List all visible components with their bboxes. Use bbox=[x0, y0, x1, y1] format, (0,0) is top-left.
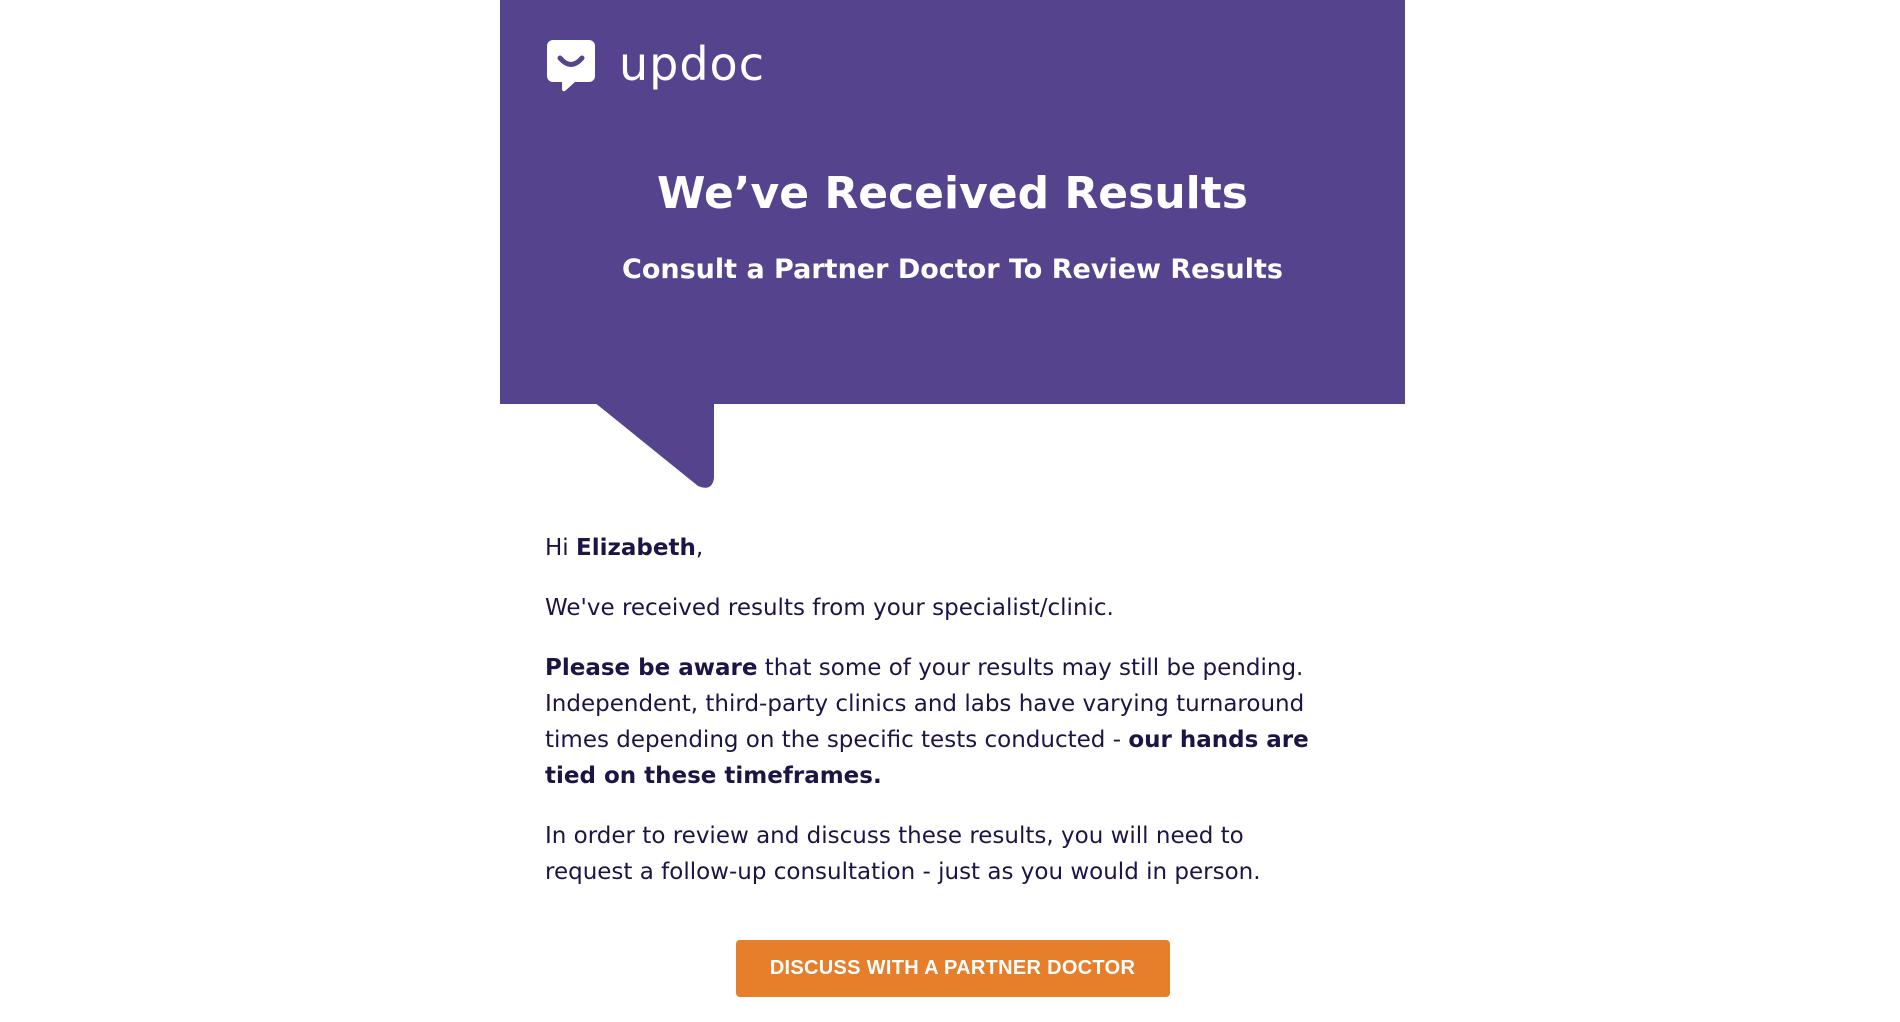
recipient-name: Elizabeth bbox=[576, 535, 696, 561]
brand-name: updoc bbox=[619, 37, 765, 91]
greeting-prefix: Hi bbox=[545, 535, 576, 561]
greeting bbox=[545, 530, 1335, 566]
cta-container bbox=[500, 940, 1405, 997]
pending-results-paragraph bbox=[545, 650, 1335, 794]
awareness-lead: Please be aware bbox=[545, 655, 758, 681]
hero-subtitle: Consult a Partner Doctor To Review Results bbox=[622, 254, 1283, 285]
hero-banner bbox=[500, 0, 1405, 404]
greeting-suffix: , bbox=[695, 535, 704, 561]
email-container bbox=[500, 0, 1405, 979]
results-received-paragraph: We've received results from your specialist/clinic. bbox=[545, 595, 1114, 621]
speech-bubble-tail bbox=[594, 402, 714, 492]
timeframes-note: our hands are tied on these timeframes. bbox=[545, 727, 1309, 789]
email-body bbox=[545, 530, 1335, 914]
discuss-with-doctor-button[interactable]: DISCUSS WITH A PARTNER DOCTOR bbox=[736, 940, 1170, 997]
follow-up-paragraph: In order to review and discuss these results, you will need to request a follow-up consultation - just as you would in person. bbox=[545, 823, 1261, 885]
speech-bubble-smile-icon bbox=[545, 38, 597, 94]
brand-logo[interactable] bbox=[545, 38, 765, 94]
hero-title: We’ve Received Results bbox=[657, 168, 1248, 219]
pending-results-text: that some of your results may still be pending. Independent, third-party clinics and labs have varying turnaround times depending on the specific tests conducted - bbox=[545, 655, 1305, 753]
